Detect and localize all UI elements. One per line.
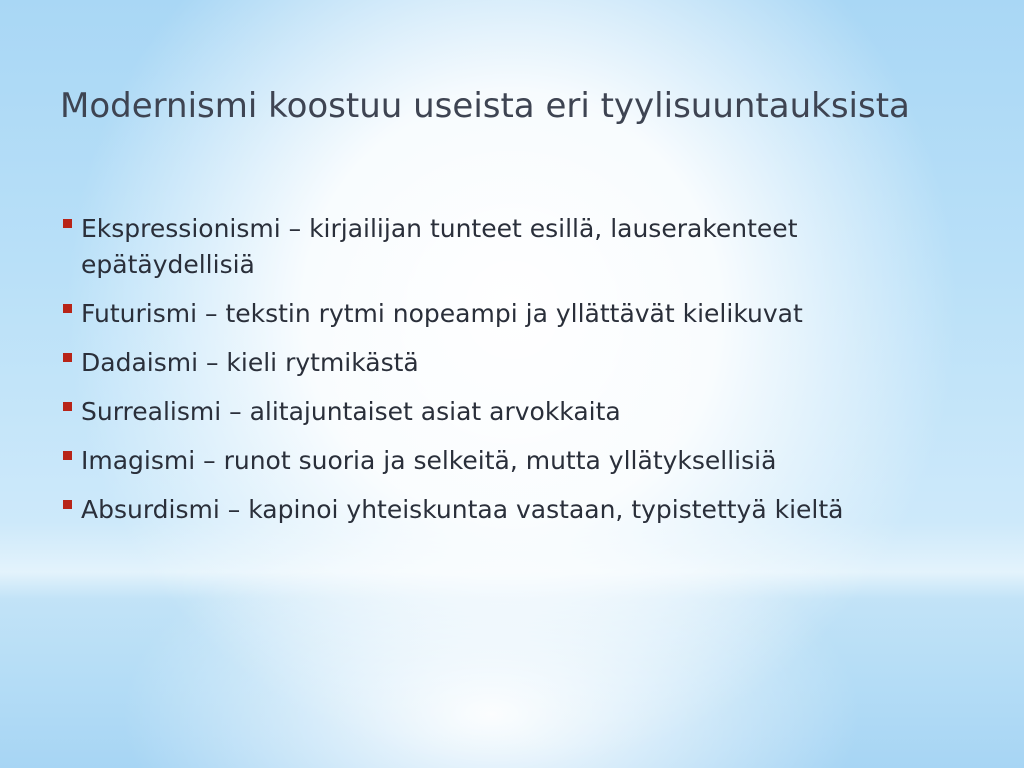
bullet-item (62, 211, 962, 283)
bullet-text: Surrealismi – alitajuntaiset asiat arvokkaita (81, 397, 621, 426)
square-bullet-icon (63, 304, 72, 313)
slide-title: Modernismi koostuu useista eri tyylisuuntauksista (60, 86, 910, 126)
bullet-item (62, 394, 962, 430)
square-bullet-icon (63, 353, 72, 362)
square-bullet-icon (63, 500, 72, 509)
bullet-text: Futurismi – tekstin rytmi nopeampi ja yllättävät kielikuvat (81, 299, 803, 328)
bullet-list (62, 211, 962, 541)
bullet-text: Dadaismi – kieli rytmikästä (81, 348, 419, 377)
bullet-text: Absurdismi – kapinoi yhteiskuntaa vastaan, typistettyä kieltä (81, 495, 844, 524)
square-bullet-icon (63, 451, 72, 460)
bullet-item (62, 296, 962, 332)
bullet-text: Ekspressionismi – kirjailijan tunteet esillä, lauserakenteet epätäydellisiä (81, 214, 798, 279)
bullet-text: Imagismi – runot suoria ja selkeitä, mutta yllätyksellisiä (81, 446, 777, 475)
bullet-item (62, 443, 962, 479)
bullet-item (62, 345, 962, 381)
square-bullet-icon (63, 219, 72, 228)
square-bullet-icon (63, 402, 72, 411)
bullet-item (62, 492, 962, 528)
